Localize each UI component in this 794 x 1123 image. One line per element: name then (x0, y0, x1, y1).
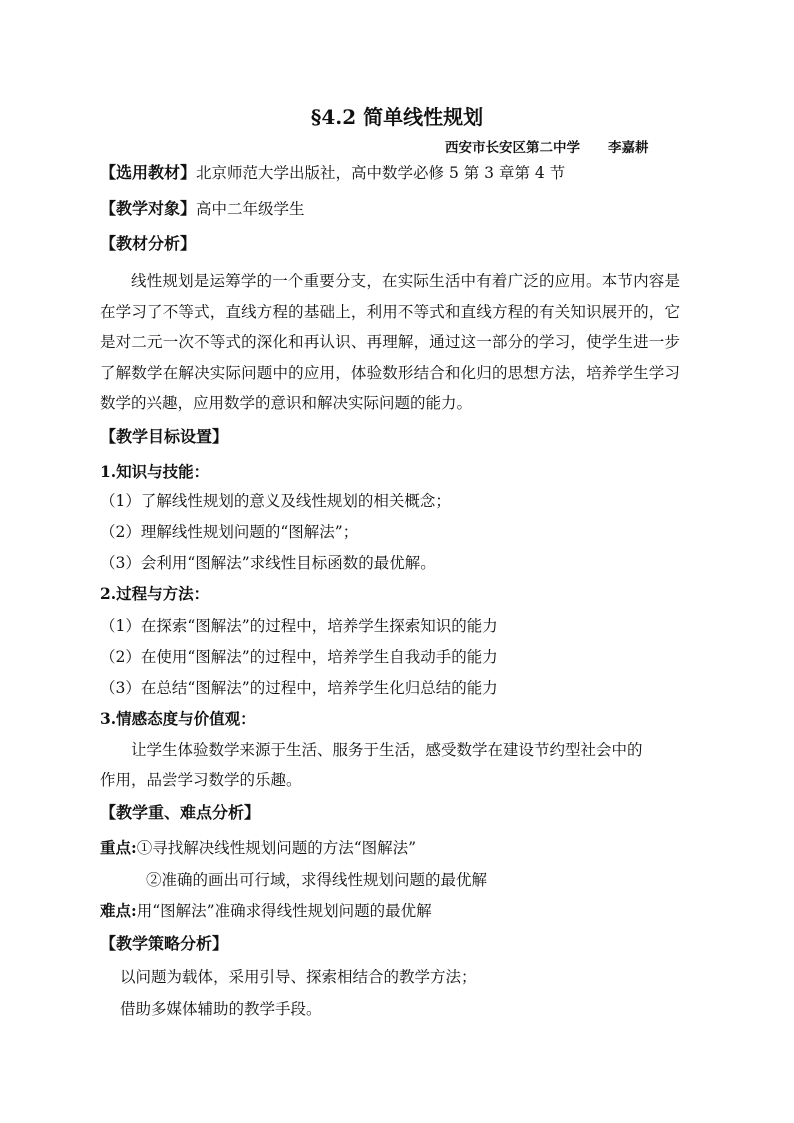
objectives-heading: 【教学目标设置】 (100, 427, 229, 446)
emotion-text-line: 作用，品尝学习数学的乐趣。 (100, 771, 302, 789)
audience-value: 高中二年级学生 (196, 200, 305, 218)
author-school: 西安市长安区第二中学 (445, 140, 580, 156)
analysis-paragraph (100, 266, 680, 419)
strategy-line: 借助多媒体辅助的教学手段。 (120, 1000, 322, 1018)
knowledge-item: （1）了解线性规划的意义及线性规划的相关概念； (100, 492, 451, 510)
difficulty-label: 难点: (100, 901, 137, 920)
audience-line (100, 199, 305, 219)
analysis-text: 线性规划是运筹学的一个重要分支，在实际生活中有着广泛的应用。本节内容是在学习了不等式，直线方程的基础上，利用不等式和直线方程的有关知识展开的，它是对二元一次不等式的深化和再认识、再理解，通过这一部分的学习，使学生进一步了解数学在解决实际问题中的应用，体验数形结合和化归的思想方法，培养学生学习数学的兴趣，应用数学的意识和解决实际问题的能力。 (100, 272, 680, 412)
process-item: （2）在使用“图解法”的过程中，培养学生自我动手的能力 (100, 648, 498, 666)
difficulty-line (100, 901, 432, 921)
strategy-line: 以问题为载体，采用引导、探索相结合的教学方法； (120, 968, 477, 986)
page-title: §4.2 简单线性规划 (310, 105, 484, 129)
key-point-2: ②准确的画出可行域，求得线性规划问题的最优解 (146, 871, 488, 889)
knowledge-item: （3）会利用“图解法”求线性目标函数的最优解。 (100, 554, 436, 572)
textbook-line (100, 163, 565, 183)
key-point-1: ①寻找解决线性规划问题的方法“图解法” (136, 839, 417, 857)
knowledge-heading: 1.知识与技能： (100, 462, 210, 481)
emotion-heading: 3.情感态度与价值观： (100, 709, 256, 728)
process-item: （3）在总结“图解法”的过程中，培养学生化归总结的能力 (100, 679, 498, 697)
audience-label: 【教学对象】 (100, 199, 197, 218)
emotion-text-line: 让学生体验数学来源于生活、服务于生活，感受数学在建设节约型社会中的 (131, 741, 643, 759)
author-name: 李嘉耕 (608, 140, 649, 156)
process-item: （1）在探索“图解法”的过程中，培养学生探索知识的能力 (100, 617, 498, 635)
key-point-label: 重点: (100, 838, 137, 857)
author-line (445, 139, 649, 157)
textbook-label: 【选用教材】 (100, 163, 197, 182)
knowledge-item: （2）理解线性规划问题的“图解法”； (100, 523, 359, 541)
analysis-heading: 【教材分析】 (100, 234, 197, 253)
process-heading: 2.过程与方法： (100, 584, 210, 603)
textbook-value: 北京师范大学出版社，高中数学必修 5 第 3 章第 4 节 (196, 164, 566, 182)
strategy-heading: 【教学策略分析】 (100, 934, 229, 953)
difficulty-text: 用“图解法”准确求得线性规划问题的最优解 (136, 902, 432, 920)
keypoints-heading: 【教学重、难点分析】 (100, 803, 261, 822)
key-point-line (100, 838, 416, 858)
